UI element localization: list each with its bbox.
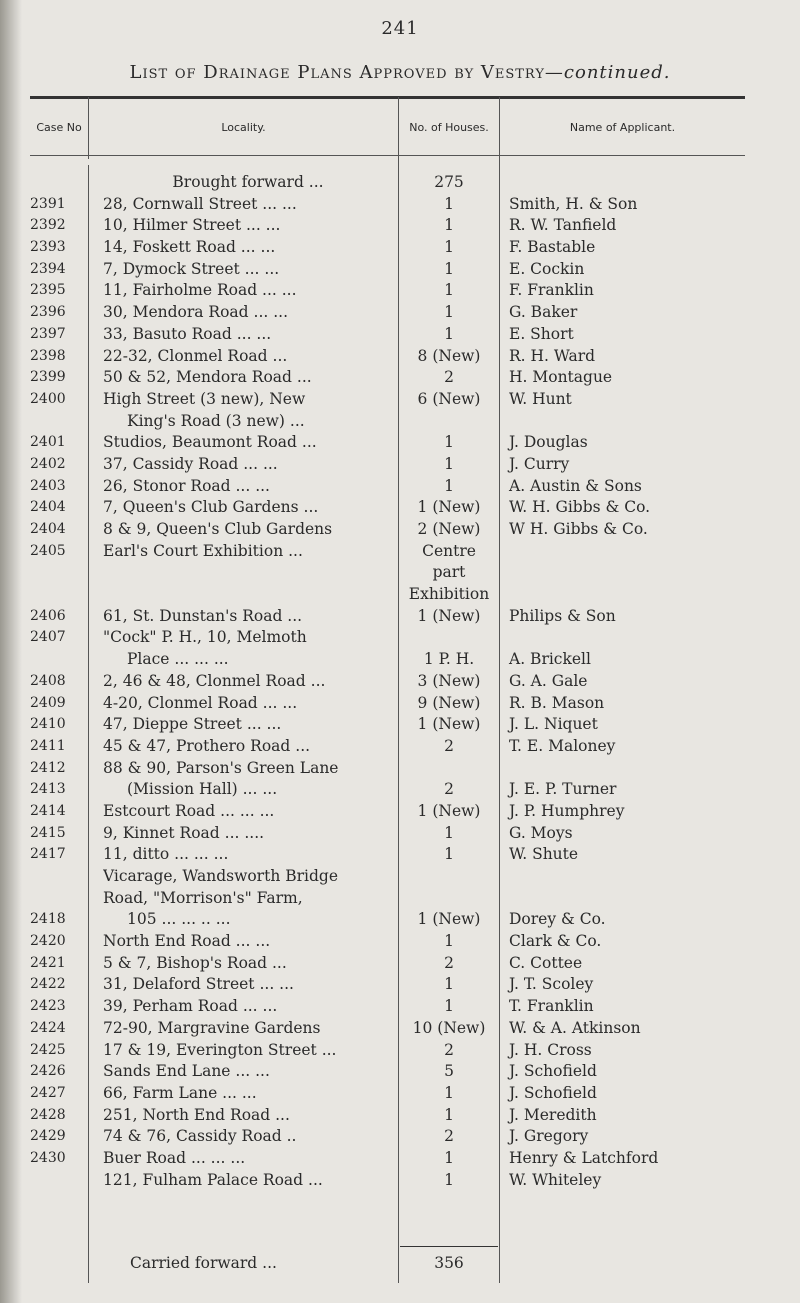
- table-row: [0, 258, 800, 280]
- applicant-cell: J. H. Cross: [509, 1040, 592, 1059]
- houses-cell: 1 P. H.: [423, 650, 475, 669]
- table-row: [0, 1125, 800, 1147]
- table-row: [0, 583, 800, 605]
- locality-cell: 61, St. Dunstan's Road ...: [103, 606, 303, 625]
- houses-cell: part: [432, 563, 466, 582]
- houses-cell: 275: [434, 173, 464, 191]
- table-row: [0, 366, 800, 388]
- case-number: 2406: [30, 607, 66, 624]
- case-number: 2414: [30, 802, 66, 819]
- locality-cell: 28, Cornwall Street ... ...: [103, 194, 297, 213]
- applicant-cell: W. Shute: [509, 845, 579, 864]
- title-text: List of Drainage Plans Approved by Vestry—: [129, 62, 564, 83]
- case-number: 2399: [30, 369, 66, 386]
- table-row: [0, 973, 800, 995]
- locality-cell: 50 & 52, Mendora Road ...: [103, 368, 312, 387]
- locality-cell: Road, "Morrison's" Farm,: [103, 888, 303, 907]
- applicant-cell: G. Moys: [509, 823, 573, 842]
- houses-cell: 1: [444, 238, 454, 257]
- locality-cell: 45 & 47, Prothero Road ...: [103, 736, 311, 755]
- table-row: [0, 301, 800, 323]
- table-row: [0, 431, 800, 453]
- case-number: 2407: [30, 629, 66, 646]
- case-number: 2428: [30, 1106, 66, 1123]
- locality-cell: Brought forward ...: [172, 173, 324, 191]
- houses-cell: 5: [444, 1062, 454, 1081]
- locality-cell: High Street (3 new), New: [103, 389, 306, 408]
- applicant-cell: G. Baker: [509, 303, 578, 322]
- table-row: [0, 518, 800, 540]
- locality-cell: 17 & 19, Everington Street ...: [103, 1040, 337, 1059]
- locality-cell: 22-32, Clonmel Road ...: [103, 346, 288, 365]
- case-number: 2415: [30, 824, 66, 841]
- title-continued: continued.: [563, 62, 671, 83]
- applicant-cell: G. A. Gale: [509, 671, 588, 690]
- houses-cell: 1: [444, 932, 454, 951]
- table-row: [0, 388, 800, 410]
- locality-cell: 14, Foskett Road ... ...: [103, 238, 276, 257]
- case-number: 2412: [30, 759, 66, 776]
- case-number: 2405: [30, 542, 66, 559]
- applicant-cell: Henry & Latchford: [509, 1148, 659, 1167]
- houses-cell: 1: [444, 1170, 454, 1189]
- locality-cell: "Cock" P. H., 10, Melmoth: [103, 628, 307, 647]
- table-row: [0, 410, 800, 432]
- houses-cell: 8 (New): [417, 346, 481, 365]
- applicant-cell: T. Franklin: [509, 997, 594, 1016]
- locality-cell: Sands End Lane ... ...: [103, 1062, 270, 1081]
- locality-cell: Studios, Beaumont Road ...: [103, 433, 317, 452]
- table-row: [0, 236, 800, 258]
- applicant-cell: J. Schofield: [509, 1062, 597, 1081]
- houses-cell: 1: [444, 1083, 454, 1102]
- table-row: [0, 757, 800, 779]
- applicant-cell: J. T. Scoley: [509, 975, 594, 994]
- houses-cell: 1: [444, 1105, 454, 1124]
- table-top-rule: [30, 96, 745, 99]
- houses-cell: 1: [444, 216, 454, 235]
- applicant-cell: W. & A. Atkinson: [509, 1018, 641, 1037]
- case-number: 2408: [30, 672, 66, 689]
- table-row: [0, 496, 800, 518]
- applicant-cell: J. Schofield: [509, 1083, 597, 1102]
- case-number: 2400: [30, 390, 66, 407]
- case-number: 2402: [30, 455, 66, 472]
- locality-cell: 11, ditto ... ... ...: [103, 845, 229, 864]
- houses-cell: 2: [444, 1040, 454, 1059]
- locality-cell: North End Road ... ...: [103, 932, 271, 951]
- table-row: [0, 995, 800, 1017]
- applicant-cell: J. P. Humphrey: [509, 801, 625, 820]
- houses-cell: 2 (New): [417, 520, 481, 538]
- locality-cell: King's Road (3 new) ...: [127, 411, 305, 430]
- locality-cell: 33, Basuto Road ... ...: [103, 324, 272, 343]
- locality-cell: Estcourt Road ... ... ...: [103, 801, 275, 820]
- houses-cell: 1: [444, 324, 454, 343]
- case-number: 2393: [30, 239, 66, 256]
- case-number: 2404: [30, 499, 66, 516]
- locality-cell: 39, Perham Road ... ...: [103, 997, 278, 1016]
- locality-cell: 9, Kinnet Road ... ....: [103, 823, 265, 842]
- houses-cell: 1: [444, 845, 454, 864]
- case-number: 2396: [30, 304, 66, 321]
- houses-cell: 1 (New): [417, 715, 481, 734]
- locality-cell: Vicarage, Wandsworth Bridge: [103, 867, 339, 885]
- locality-cell: 31, Delaford Street ... ...: [103, 975, 294, 994]
- houses-cell: 1: [444, 975, 454, 994]
- houses-cell: 2: [444, 953, 454, 972]
- locality-cell: 10, Hilmer Street ... ...: [103, 216, 281, 235]
- table-row: [0, 1060, 800, 1082]
- locality-cell: 251, North End Road ...: [103, 1105, 290, 1124]
- locality-cell: 5 & 7, Bishop's Road ...: [103, 953, 287, 972]
- locality-cell: 72-90, Margravine Gardens: [103, 1018, 321, 1037]
- applicant-cell: R. B. Mason: [509, 693, 605, 712]
- case-number: 2403: [30, 477, 66, 494]
- houses-cell: 2: [444, 1127, 454, 1146]
- houses-cell: 6 (New): [417, 389, 481, 408]
- applicant-cell: J. Douglas: [509, 433, 588, 452]
- applicant-cell: H. Montague: [509, 368, 613, 387]
- case-number: 2395: [30, 282, 66, 299]
- header-name-of-applicant: Name of Applicant.: [569, 120, 676, 134]
- locality-cell: Place ... ... ...: [127, 650, 229, 669]
- locality-cell: 7, Dymock Street ... ...: [103, 259, 280, 278]
- table-row: [0, 865, 800, 887]
- locality-cell: 30, Mendora Road ... ...: [103, 303, 289, 322]
- case-number: 2411: [30, 737, 66, 754]
- locality-cell: 47, Dieppe Street ... ...: [103, 715, 282, 734]
- houses-cell: 1: [444, 259, 454, 278]
- applicant-cell: R. W. Tanfield: [509, 216, 617, 235]
- table-row: [0, 279, 800, 301]
- carried-forward-label: Carried forward ...: [130, 1254, 277, 1272]
- table-row: [0, 171, 800, 193]
- case-number: 2391: [30, 195, 66, 212]
- applicant-cell: J. Curry: [509, 454, 570, 473]
- applicant-cell: T. E. Maloney: [509, 736, 616, 755]
- locality-cell: Earl's Court Exhibition ...: [103, 541, 303, 560]
- table-row: [0, 561, 800, 583]
- case-number: 2397: [30, 325, 66, 342]
- applicant-cell: W H. Gibbs & Co.: [509, 520, 648, 538]
- houses-cell: 1: [444, 281, 454, 300]
- table-row: [0, 778, 800, 800]
- table-row: [0, 887, 800, 909]
- carried-forward-total: 356: [434, 1254, 464, 1272]
- case-number: 2394: [30, 260, 66, 277]
- applicant-cell: R. H. Ward: [509, 346, 596, 365]
- locality-cell: (Mission Hall) ... ...: [127, 780, 278, 799]
- houses-cell: 2: [444, 368, 454, 387]
- table-row: [0, 323, 800, 345]
- case-number: 2420: [30, 933, 66, 950]
- locality-cell: 26, Stonor Road ... ...: [103, 476, 270, 495]
- houses-cell: 1 (New): [417, 498, 481, 517]
- table-row: [0, 1082, 800, 1104]
- table-row: [0, 1039, 800, 1061]
- table-row: [0, 648, 800, 670]
- locality-cell: 105 ... ... .. ...: [127, 910, 231, 929]
- locality-cell: 74 & 76, Cassidy Road ..: [103, 1127, 297, 1146]
- locality-cell: 37, Cassidy Road ... ...: [103, 454, 278, 473]
- houses-cell: 1 (New): [417, 801, 481, 820]
- houses-cell: 10 (New): [412, 1018, 486, 1037]
- applicant-cell: Philips & Son: [509, 606, 616, 625]
- houses-cell: 2: [444, 736, 454, 755]
- houses-cell: 1: [444, 194, 454, 213]
- houses-cell: 3 (New): [417, 671, 481, 690]
- houses-cell: 9 (New): [417, 693, 481, 712]
- applicant-cell: J. E. P. Turner: [509, 780, 617, 799]
- applicant-cell: W. Whiteley: [509, 1170, 602, 1189]
- locality-cell: 2, 46 & 48, Clonmel Road ...: [103, 671, 326, 690]
- case-number: 2413: [30, 781, 66, 798]
- table-row: [0, 670, 800, 692]
- table-row: [0, 453, 800, 475]
- header-bottom-rule: [30, 155, 745, 156]
- header-no-of-houses: No. of Houses.: [409, 120, 489, 134]
- table-row: [0, 475, 800, 497]
- table-row: [0, 1017, 800, 1039]
- table-row: [0, 214, 800, 236]
- case-number: 2392: [30, 217, 66, 234]
- applicant-cell: A. Brickell: [509, 650, 591, 669]
- houses-cell: 1: [444, 454, 454, 473]
- case-number: 2418: [30, 911, 66, 928]
- table-row: [0, 1147, 800, 1169]
- page-title: [0, 62, 800, 83]
- case-number: 2417: [30, 846, 66, 863]
- houses-cell: 1: [444, 1148, 454, 1167]
- locality-cell: 88 & 90, Parson's Green Lane: [103, 758, 339, 777]
- houses-cell: 1 (New): [417, 606, 481, 625]
- case-number: 2424: [30, 1019, 66, 1036]
- applicant-cell: W. Hunt: [509, 389, 572, 408]
- applicant-cell: F. Franklin: [509, 281, 594, 300]
- locality-cell: Buer Road ... ... ...: [103, 1148, 246, 1167]
- houses-cell: 1: [444, 433, 454, 452]
- page-number: 241: [381, 18, 419, 39]
- table-row: [0, 626, 800, 648]
- applicant-cell: W. H. Gibbs & Co.: [509, 498, 651, 517]
- table-row: [0, 843, 800, 865]
- case-number: 2426: [30, 1063, 66, 1080]
- applicant-cell: E. Short: [509, 324, 574, 343]
- locality-cell: 8 & 9, Queen's Club Gardens: [103, 520, 333, 538]
- table-row: [0, 345, 800, 367]
- case-number: 2422: [30, 976, 66, 993]
- applicant-cell: C. Cottee: [509, 953, 583, 972]
- table-row: [0, 930, 800, 952]
- case-number: 2429: [30, 1128, 66, 1145]
- applicant-cell: F. Bastable: [509, 238, 596, 257]
- table-row: [0, 605, 800, 627]
- applicant-cell: Smith, H. & Son: [509, 194, 638, 213]
- houses-cell: 1: [444, 823, 454, 842]
- case-number: 2423: [30, 998, 66, 1015]
- case-number: 2409: [30, 694, 66, 711]
- case-number: 2398: [30, 347, 66, 364]
- houses-cell: 2: [444, 780, 454, 799]
- locality-cell: 11, Fairholme Road ... ...: [103, 281, 297, 300]
- houses-cell: 1: [444, 476, 454, 495]
- table-row: [0, 952, 800, 974]
- case-number: 2421: [30, 954, 66, 971]
- case-number: 2430: [30, 1149, 66, 1166]
- header-locality: Locality.: [221, 120, 266, 134]
- locality-cell: 66, Farm Lane ... ...: [103, 1083, 257, 1102]
- applicant-cell: Clark & Co.: [509, 932, 602, 951]
- applicant-cell: E. Cockin: [509, 259, 585, 278]
- table-row: [0, 540, 800, 562]
- case-number: 2401: [30, 434, 66, 451]
- houses-cell: 1: [444, 997, 454, 1016]
- case-number: 2410: [30, 716, 66, 733]
- applicant-cell: A. Austin & Sons: [509, 476, 642, 495]
- total-rule: [400, 1246, 498, 1247]
- locality-cell: 7, Queen's Club Gardens ...: [103, 498, 319, 517]
- houses-cell: Exhibition: [408, 585, 490, 604]
- houses-cell: Centre: [422, 541, 476, 560]
- table-row: [0, 1169, 800, 1191]
- applicant-cell: J. Meredith: [509, 1105, 597, 1124]
- table-row: [0, 692, 800, 714]
- table-row: [0, 193, 800, 215]
- table-row: [0, 735, 800, 757]
- houses-cell: 1 (New): [417, 910, 481, 929]
- table-body: [0, 171, 800, 1190]
- locality-cell: 4-20, Clonmel Road ... ...: [103, 693, 298, 712]
- table-row: [0, 908, 800, 930]
- header-case-no: Case No: [36, 120, 82, 134]
- applicant-cell: Dorey & Co.: [509, 910, 606, 929]
- applicant-cell: J. Gregory: [509, 1127, 589, 1146]
- table-row: [0, 1104, 800, 1126]
- houses-cell: 1: [444, 303, 454, 322]
- case-number: 2425: [30, 1041, 66, 1058]
- case-number: 2404: [30, 521, 66, 537]
- table-row: [0, 822, 800, 844]
- locality-cell: 121, Fulham Palace Road ...: [103, 1170, 323, 1189]
- table-row: [0, 800, 800, 822]
- case-number: 2427: [30, 1084, 66, 1101]
- applicant-cell: J. L. Niquet: [509, 715, 598, 734]
- table-row: [0, 713, 800, 735]
